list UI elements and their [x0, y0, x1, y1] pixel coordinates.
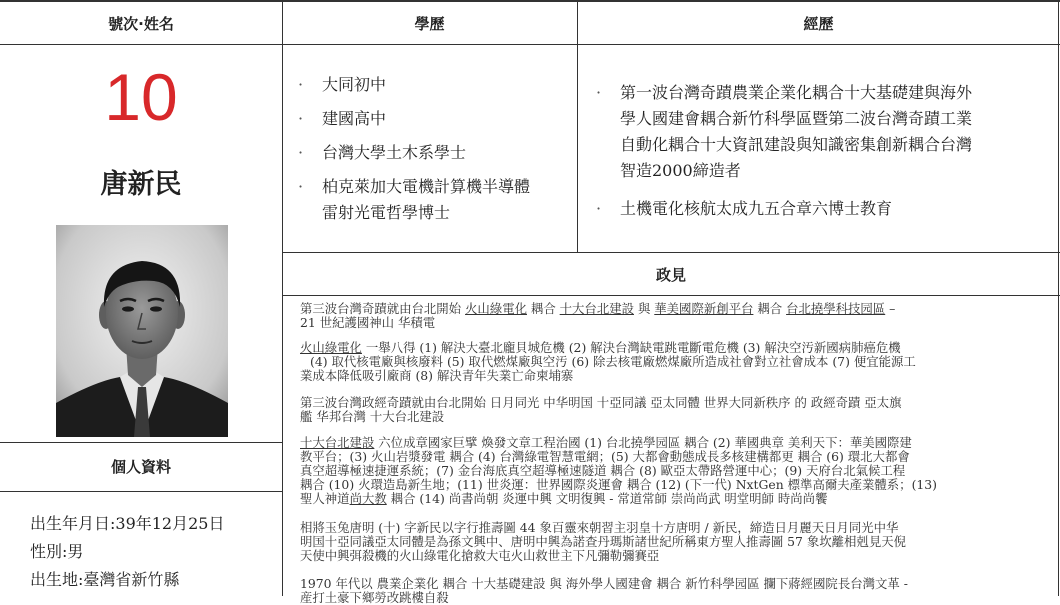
politics-paragraph-4: 十大台北建設 六位成章國家巨擘 煥發文章工程治國 (1) 台北撓學园區 耦合 (2) 華國典章 美利天下：華美國際建 教平台；(3) 火山岩漿發電 耦合 (4) 台灣綠電智慧電網；(5) 大都會動態成長多核建構都更 耦合 (6) 環北大都會 真空超導極速捷運系統；(7) 金台海底真空超導極速隧道 耦合 (8) 歐亞太帶路營運中心；(9) 天府台北氣候工程 耦合 (10) 火環造島新生地；(11) 世炎運：世界國際炎運會 耦合 (12) (下一代) NxtGen 標準高爾夫產業體系；(13) 聖人神道尚大教 耦合 (14) 尚書尚朝 炎運中興 文明復興 - 常道常師 崇尚尚武 明堂明師 時尚尚饗 [300, 435, 937, 506]
table-border-top [0, 0, 1060, 2]
education-item-text: 雷射光電哲學博士 [322, 203, 451, 222]
birth-date: 出生年月日:39年12月25日 [30, 514, 225, 533]
experience-line: 土機電化核航太成九五合章六博士教育 [620, 199, 893, 218]
politics-paragraph-2: 火山綠電化 一舉八得 (1) 解決大臺北龐貝城危機 (2) 解決台灣缺電跳電斷電危機 (3) 解決空汚新國病肺癌危機 (4) 取代核電廠與核廢料 (5) 取代燃煤廠與空汚 (6) 除去核電廠燃煤廠所造成社會對立社會成本 (7) 便宜能源工 業成本降低吸引廠商 (8) 解決青年失業亡命柬埔寨 [300, 340, 916, 383]
education-item-text: 台灣大學土木系學士 [322, 143, 467, 162]
education-item-text: 柏克萊加大電機計算機半導體 [322, 177, 531, 196]
header-divider-right [282, 44, 1060, 45]
header-education: 學歷 [414, 15, 445, 33]
header-experience: 經歷 [803, 15, 834, 33]
education-item [298, 140, 568, 166]
education-item [298, 106, 568, 132]
experience-item [596, 80, 1046, 184]
education-item [298, 174, 568, 226]
header-politics: 政見 [655, 266, 686, 284]
education-item-text: 建國高中 [322, 109, 387, 128]
education-item-text: 大同初中 [322, 75, 387, 94]
experience-line: 自動化耦合十大資訊建設與知識密集創新耦合台灣 [620, 135, 973, 154]
column-divider-edu-exp [577, 0, 578, 252]
header-personal: 個人資料 [110, 458, 171, 476]
candidate-number: 10 [104, 60, 178, 134]
politics-header-top [282, 252, 1060, 253]
experience-line: 智造2000締造者 [620, 161, 741, 180]
personal-header-bottom [0, 491, 282, 492]
candidate-photo [56, 225, 228, 437]
politics-paragraph-1: 第三波台灣奇蹟就由台北開始 火山綠電化 耦合 十大台北建設 與 華美國際新創平台 耦合 台北撓學科技园區 – 21 世紀護國神山 华積電 [300, 301, 896, 330]
personal-header-top [0, 442, 282, 443]
politics-paragraph-5: 相將玉兔唐明 (十) 字新民以字行推壽圖 44 象百靈來朝習主羽皇十方唐明 / 新民，締造日月麗天日月同光中华 明国十亞同議亞太同體是為孫文興中、唐明中興為諾查丹瑪斯諸世紀所稱東方聖人推壽圖 57 象坎離相剋見天倪 天使中興弭殺機的火山綠電化搶救大屯火山救世主下凡彌勒彌賽亞 [300, 520, 907, 563]
experience-list [596, 80, 1046, 222]
column-divider-main [282, 0, 283, 596]
candidate-name: 唐新民 [100, 169, 182, 200]
link-volcano-green-power: 火山綠電化 [465, 301, 527, 316]
header-divider-left [0, 44, 282, 45]
link-tech-park: 台北撓學科技园區 [786, 301, 886, 316]
table-border-right [1058, 0, 1059, 596]
experience-line: 學人國建會耦合新竹科學區暨第二波台灣奇蹟工業 [620, 109, 973, 128]
experience-item [596, 196, 1046, 222]
experience-line: 第一波台灣奇蹟農業企業化耦合十大基礎建與海外 [620, 83, 973, 102]
politics-header-bottom [282, 295, 1060, 296]
education-list [298, 72, 568, 226]
education-item [298, 72, 568, 98]
link-ten-taipei-projects: 十大台北建設 [559, 301, 634, 316]
politics-paragraph-6: 1970 年代以 農業企業化 耦合 十大基礎建設 與 海外學人國建會 耦合 新竹科學园區 攔下蔣經國院長台灣文革 - 産打土豪下鄉勞改跳樓自殺 [300, 576, 908, 605]
birthplace: 出生地:臺灣省新竹縣 [30, 570, 180, 589]
link-platform: 華美國際新創平台 [654, 301, 754, 316]
gender: 性別:男 [30, 542, 84, 561]
politics-paragraph-3: 第三波台灣政經奇蹟就由台北開始 日月同光 中华明国 十亞同議 亞太同體 世界大同新秩序 的 政經奇蹟 亞太旗 艦 华邦台灣 十大台北建設 [300, 395, 902, 424]
header-number-name: 號次·姓名 [108, 15, 174, 33]
